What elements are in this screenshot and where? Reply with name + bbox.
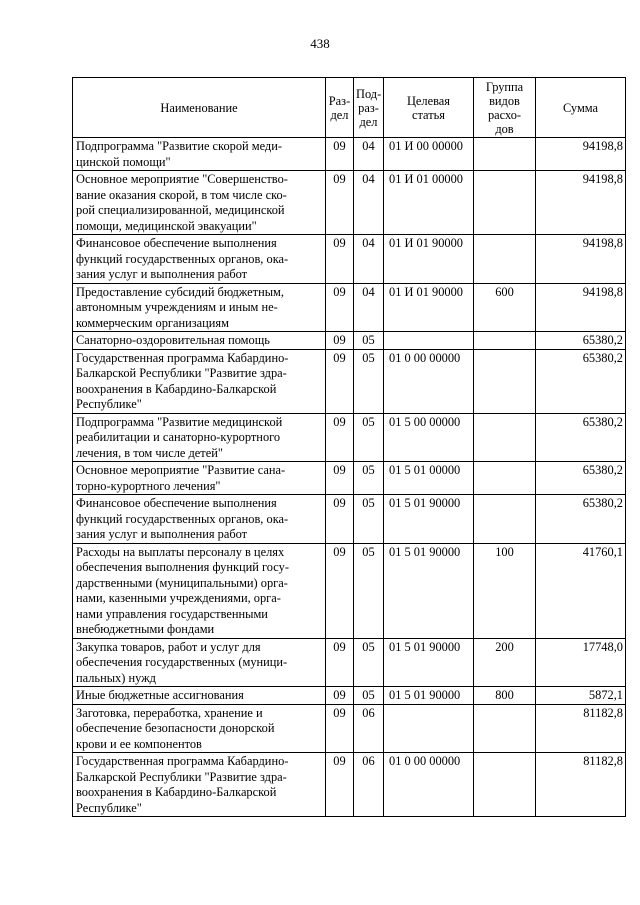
cell-section: 09 [326,235,354,284]
header-article: Целевая статья [384,78,474,138]
cell-subsection: 05 [354,332,384,350]
cell-sum: 65380,2 [536,413,626,462]
table-row [73,283,626,332]
cell-section: 09 [326,413,354,462]
cell-article: 01 5 01 90000 [384,687,474,705]
cell-name: Финансовое обеспечение выполнения функций государственных органов, ока- зания услуг и выполнения работ [73,235,326,284]
table-row [73,495,626,544]
cell-group [474,349,536,413]
cell-subsection: 04 [354,171,384,235]
table-row [73,543,626,638]
header-name: Наименование [73,78,326,138]
cell-name: Заготовка, переработка, хранение и обеспечение безопасности донорской крови и ее компонентов [73,704,326,753]
cell-article: 01 И 01 90000 [384,283,474,332]
cell-section: 09 [326,349,354,413]
cell-name: Расходы на выплаты персоналу в целях обеспечения выполнения функций госу- дарственными (муниципальными) орга- нами, казенными учреждениями, орга- нами управления государственными внебюджетными фондами [73,543,326,638]
cell-article: 01 И 00 00000 [384,138,474,171]
cell-group [474,138,536,171]
cell-group [474,332,536,350]
cell-group [474,462,536,495]
table-row [73,413,626,462]
cell-sum: 41760,1 [536,543,626,638]
header-sum: Сумма [536,78,626,138]
cell-article [384,332,474,350]
cell-sum: 65380,2 [536,495,626,544]
cell-sum: 5872,1 [536,687,626,705]
cell-section: 09 [326,704,354,753]
cell-subsection: 05 [354,495,384,544]
cell-subsection: 06 [354,753,384,817]
cell-section: 09 [326,462,354,495]
cell-name: Закупка товаров, работ и услуг для обеспечения государственных (муници- пальных) нужд [73,638,326,687]
cell-name: Иные бюджетные ассигнования [73,687,326,705]
header-group: Группа видов расхо- дов [474,78,536,138]
cell-article: 01 И 01 00000 [384,171,474,235]
cell-subsection: 05 [354,543,384,638]
table-row [73,462,626,495]
table-row [73,235,626,284]
cell-group: 200 [474,638,536,687]
cell-section: 09 [326,543,354,638]
cell-group [474,171,536,235]
table-row [73,332,626,350]
cell-group [474,235,536,284]
cell-subsection: 05 [354,638,384,687]
cell-sum: 81182,8 [536,704,626,753]
cell-section: 09 [326,332,354,350]
cell-sum: 65380,2 [536,332,626,350]
table-row [73,138,626,171]
cell-subsection: 04 [354,235,384,284]
cell-name: Государственная программа Кабардино- Балкарской Республики "Развитие здра- воохранения в Кабардино-Балкарской Республике" [73,753,326,817]
cell-sum: 81182,8 [536,753,626,817]
cell-subsection: 05 [354,462,384,495]
cell-name: Санаторно-оздоровительная помощь [73,332,326,350]
table-row [73,753,626,817]
cell-article: 01 5 01 00000 [384,462,474,495]
table-row [73,171,626,235]
cell-section: 09 [326,283,354,332]
cell-article: 01 5 01 90000 [384,638,474,687]
cell-article: 01 И 01 90000 [384,235,474,284]
cell-sum: 65380,2 [536,349,626,413]
cell-section: 09 [326,171,354,235]
cell-subsection: 05 [354,687,384,705]
cell-article: 01 5 01 90000 [384,495,474,544]
cell-group [474,704,536,753]
cell-sum: 94198,8 [536,171,626,235]
table-row [73,349,626,413]
table-row [73,687,626,705]
cell-name: Финансовое обеспечение выполнения функций государственных органов, ока- зания услуг и выполнения работ [73,495,326,544]
cell-subsection: 06 [354,704,384,753]
table-body [73,138,626,817]
table-header-row [73,78,626,138]
cell-name: Подпрограмма "Развитие медицинской реабилитации и санаторно-курортного лечения, в том числе детей" [73,413,326,462]
cell-section: 09 [326,138,354,171]
cell-name: Основное мероприятие "Развитие сана- торно-курортного лечения" [73,462,326,495]
page-number: 438 [310,36,330,51]
cell-section: 09 [326,495,354,544]
cell-group: 600 [474,283,536,332]
cell-group [474,413,536,462]
cell-group: 100 [474,543,536,638]
cell-sum: 94198,8 [536,235,626,284]
table-row [73,704,626,753]
cell-sum: 94198,8 [536,283,626,332]
cell-sum: 94198,8 [536,138,626,171]
cell-article [384,704,474,753]
cell-group: 800 [474,687,536,705]
cell-sum: 17748,0 [536,638,626,687]
cell-subsection: 04 [354,138,384,171]
cell-section: 09 [326,638,354,687]
cell-section: 09 [326,753,354,817]
cell-section: 09 [326,687,354,705]
cell-subsection: 05 [354,349,384,413]
cell-article: 01 0 00 00000 [384,753,474,817]
cell-article: 01 0 00 00000 [384,349,474,413]
cell-group [474,495,536,544]
cell-name: Подпрограмма "Развитие скорой меди- цинской помощи" [73,138,326,171]
header-subsection: Под- раз- дел [354,78,384,138]
budget-table [72,77,626,817]
cell-sum: 65380,2 [536,462,626,495]
cell-group [474,753,536,817]
cell-name: Государственная программа Кабардино- Балкарской Республики "Развитие здра- воохранения в Кабардино-Балкарской Республике" [73,349,326,413]
cell-subsection: 05 [354,413,384,462]
cell-article: 01 5 01 90000 [384,543,474,638]
cell-article: 01 5 00 00000 [384,413,474,462]
cell-name: Предоставление субсидий бюджетным, автономным учреждениям и иным не- коммерческим организациям [73,283,326,332]
cell-subsection: 04 [354,283,384,332]
table-row [73,638,626,687]
cell-name: Основное мероприятие "Совершенство- вание оказания скорой, в том числе ско- рой специализированной, медицинской помощи, медицинской эвакуации" [73,171,326,235]
header-section: Раз- дел [326,78,354,138]
